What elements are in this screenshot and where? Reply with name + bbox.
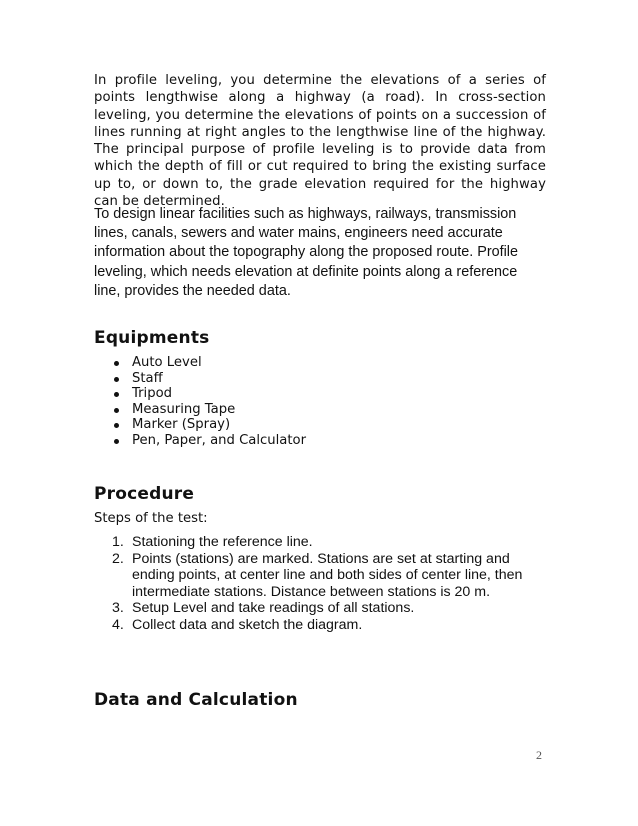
- step-text: Stationing the reference line.: [132, 534, 313, 550]
- step-number: 1.: [112, 534, 124, 550]
- step-text: Setup Level and take readings of all stations.: [132, 600, 415, 617]
- bullet-icon: [114, 377, 119, 382]
- list-item: [112, 371, 306, 387]
- equipment-item-label: Staff: [132, 370, 163, 386]
- step-text: Collect data and sketch the diagram.: [132, 616, 363, 633]
- list-item: [112, 617, 542, 634]
- equipment-item-label: Marker (Spray): [132, 417, 231, 432]
- list-item: [112, 355, 306, 371]
- step-number: 3.: [112, 600, 124, 617]
- equipment-item-label: Pen, Paper, and Calculator: [132, 432, 307, 448]
- list-item: [112, 551, 542, 601]
- procedure-intro: Steps of the test:: [94, 511, 208, 526]
- intro-paragraph: In profile leveling, you determine the elevations of a series of points lengthwise along a highway (a road). In cross-section leveling, you determine the elevations of points on a succession of lines running at right angles to the lengthwise line of the highway. The principal purpose of profile leveling is to provide data from which the depth of fill or cut required to bring the existing surface up to, or down to, the grade elevation required for the highway can be determined.: [94, 73, 546, 210]
- design-paragraph: To design linear facilities such as highways, railways, transmission lines, canals, sewers and water mains, engineers need accurate information about the topography along the proposed route. Profile leveling, which needs elevation at definite points along a reference line, provides the needed data.: [94, 206, 519, 299]
- equipment-item-label: Measuring Tape: [132, 401, 236, 417]
- bullet-icon: [114, 408, 119, 413]
- list-item: [112, 600, 542, 617]
- step-text: Points (stations) are marked. Stations are set at starting and ending points, at center line and both sides of center line, then intermediate stations. Distance between stations is 20 m.: [132, 550, 523, 600]
- bullet-icon: [114, 392, 119, 397]
- list-item: [112, 417, 306, 433]
- step-number: 4.: [112, 616, 124, 633]
- bullet-icon: [114, 361, 119, 366]
- equipment-item-label: Tripod: [132, 386, 173, 401]
- list-item: [112, 402, 306, 418]
- list-item: [112, 433, 306, 449]
- procedure-steps-list: [112, 534, 542, 634]
- list-item: [112, 386, 306, 402]
- bullet-icon: [114, 423, 119, 428]
- data-calculation-heading: Data and Calculation: [94, 690, 298, 710]
- procedure-heading: Procedure: [94, 484, 195, 504]
- equipment-item-label: Auto Level: [132, 355, 202, 370]
- equipment-list: [112, 355, 306, 448]
- list-item: [112, 534, 542, 551]
- equipments-heading: Equipments: [94, 328, 210, 348]
- step-number: 2.: [112, 550, 124, 567]
- bullet-icon: [114, 439, 119, 444]
- page-number: 2: [536, 748, 542, 762]
